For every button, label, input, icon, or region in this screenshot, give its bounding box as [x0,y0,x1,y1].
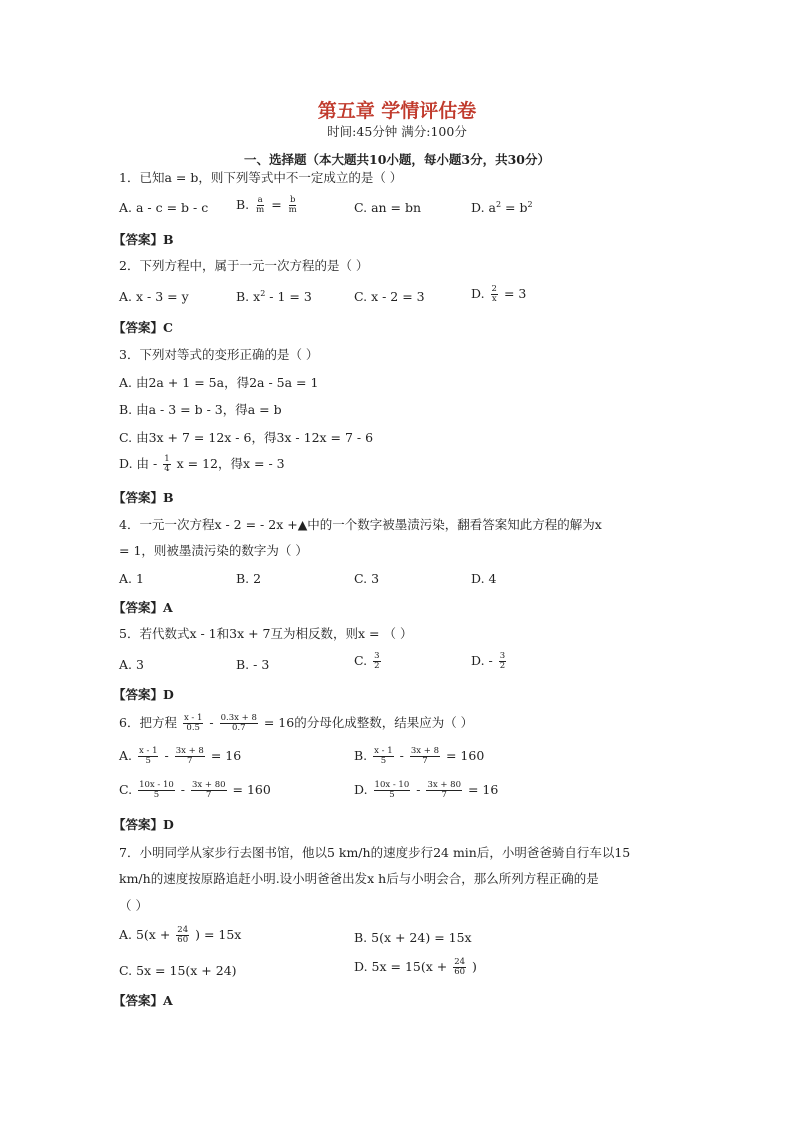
fraction: $\frac{3x + 8}{7}$ [175,746,204,766]
q7-stem-line3: （ ） [119,898,148,913]
fraction: $\frac{3}{2}$ [499,651,506,671]
q3-option-b: B. 由a - 3 = b - 3，得a = b [119,402,282,417]
fraction: $\frac{3x + 80}{7}$ [427,780,461,800]
q6-stem: 6．把方程 $\frac{x - 1}{0.5}$ - $\frac{0.3x + 8}{0.7}$ = 16的分母化成整数，结果应为（ ） [119,713,474,733]
q5-stem: 5．若代数式x - 1和3x + 7互为相反数，则x = （ ） [119,626,413,641]
q5-option-d: D. - $\frac{3}{2}$ [471,651,506,671]
q3-option-d: D. 由 - $\frac{1}{4}$ x = 12，得x = - 3 [119,454,285,474]
q7-option-a: A. 5(x + $\frac{24}{60}$ ) = 15x [119,925,242,945]
q3-stem: 3．下列对等式的变形正确的是（ ） [119,347,319,362]
fraction: $\frac{24}{60}$ [177,925,189,945]
q2-option-d: D. $\frac{2}{x}$ = 3 [471,284,527,304]
q6-option-d: D. $\frac{10x - 10}{5}$ - $\frac{3x + 80}{7}$ = 16 [354,780,499,800]
q1-option-d: D. $a^2 = b^2$ [471,200,533,216]
q1-option-b: B. $\frac{a}{m}$ = $\frac{b}{m}$ [236,195,297,215]
q1-answer: 【答案】B [113,232,174,247]
fraction: $\frac{24}{60}$ [454,957,466,977]
fraction: $\frac{3x + 80}{7}$ [191,780,226,800]
q5-option-a: A. 3 [119,657,144,672]
q7-stem-line2: km/h的速度按原路追赶小明.设小明爸爸出发x h后与小明会合，那么所列方程正确的是 [119,871,599,886]
q7-option-c: C. 5x = 15(x + 24) [119,963,237,978]
exam-info: 时间:45分钟 满分:100分 [327,124,467,139]
fraction: $\frac{3x + 8}{7}$ [410,746,439,766]
q6-option-a: A. $\frac{x - 1}{5}$ - $\frac{3x + 8}{7}$ = 16 [119,746,242,766]
q3-answer: 【答案】B [113,490,174,505]
q4-option-b: B. 2 [236,571,262,586]
q7-option-d: D. 5x = 15(x + $\frac{24}{60}$ ) [354,957,477,977]
fraction: $\frac{x - 1}{5}$ [374,746,393,766]
q7-option-b: B. 5(x + 24) = 15x [354,930,472,945]
fraction: $\frac{b}{m}$ [288,195,297,215]
q4-option-a: A. 1 [119,571,144,586]
fraction: $\frac{10x - 10}{5}$ [139,780,174,800]
q7-answer: 【答案】A [113,993,173,1008]
section-heading: 一、选择题（本大题共10小题，每小题3分，共30分） [244,152,550,167]
fraction: $\frac{1}{4}$ [164,454,170,474]
q4-answer: 【答案】A [113,600,173,615]
q4-option-c: C. 3 [354,571,380,586]
q3-option-a: A. 由2a + 1 = 5a，得2a - 5a = 1 [119,375,319,390]
q6-option-c: C. $\frac{10x - 10}{5}$ - $\frac{3x + 80}{7}$ = 160 [119,780,271,800]
q2-option-a: A. x - 3 = y [119,289,189,304]
fraction: $\frac{x - 1}{0.5}$ [183,713,203,733]
fraction: $\frac{x - 1}{5}$ [139,746,158,766]
q4-option-d: D. 4 [471,571,497,586]
q4-stem-line1: 4．一元一次方程x - 2 = - 2x +▲中的一个数字被墨渍污染，翻看答案知此方程的解为x [119,517,602,532]
fraction: $\frac{0.3x + 8}{0.7}$ [220,713,257,733]
q7-stem-line1: 7．小明同学从家步行去图书馆，他以5 km/h的速度步行24 min后，小明爸爸骑自行车以15 [119,845,631,860]
q5-option-b: B. - 3 [236,657,270,672]
q2-option-b: B. $x^2 - 1 = 3$ [236,289,312,305]
fraction: $\frac{2}{x}$ [491,284,497,304]
q2-option-c: C. x - 2 = 3 [354,289,425,304]
q1-option-a: A. a - c = b - c [119,200,209,215]
q1-stem: 1．已知a = b，则下列等式中不一定成立的是（ ） [119,170,403,185]
fraction: $\frac{3}{2}$ [374,651,380,671]
page-title: 第五章 学情评估卷 [317,100,477,122]
fraction: $\frac{10x - 10}{5}$ [374,780,410,800]
q2-answer: 【答案】C [113,320,173,335]
q6-option-b: B. $\frac{x - 1}{5}$ - $\frac{3x + 8}{7}$ = 160 [354,746,485,766]
q6-answer: 【答案】D [113,817,174,832]
q1-option-c: C. an = bn [354,200,422,215]
q3-option-c: C. 由3x + 7 = 12x - 6，得3x - 12x = 7 - 6 [119,430,374,445]
q2-stem: 2．下列方程中，属于一元一次方程的是（ ） [119,258,369,273]
fraction: $\frac{a}{m}$ [256,195,265,215]
q4-stem-line2: = 1，则被墨渍污染的数字为（ ） [119,543,308,558]
q5-option-c: C. $\frac{3}{2}$ [354,651,380,671]
q5-answer: 【答案】D [113,687,174,702]
